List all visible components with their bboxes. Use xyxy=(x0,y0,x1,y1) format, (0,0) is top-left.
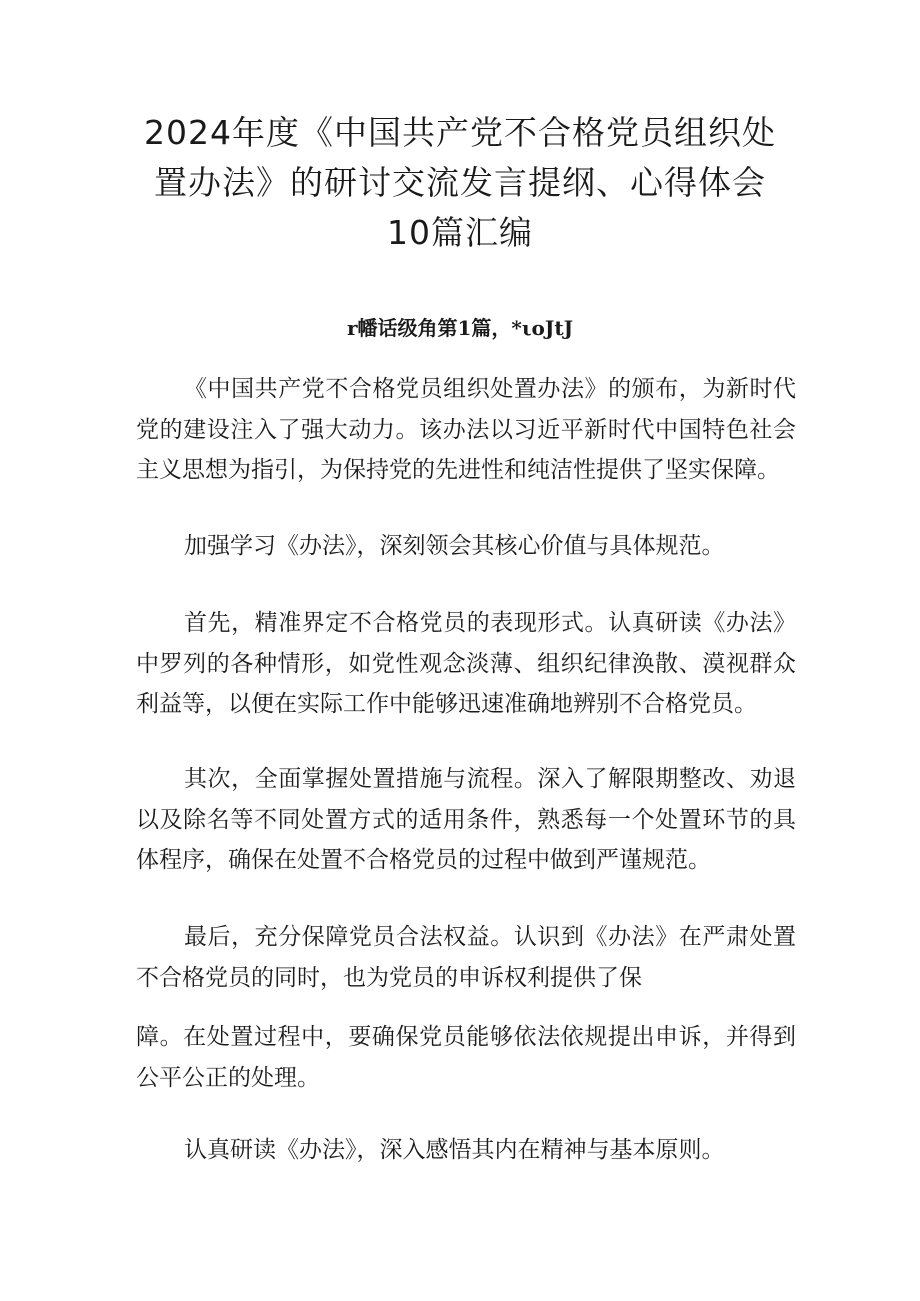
title-line-2: 置办法》的研讨交流发言提纲、心得体会 xyxy=(154,163,766,202)
paragraph-second: 其次，全面掌握处置措施与流程。深入了解限期整改、劝退以及除名等不同处置方式的适用条件，熟悉每一个处置环节的具体程序，确保在处置不合格党员的过程中做到严谨规范。 xyxy=(136,766,796,873)
title-line-1: 2024年度《中国共产党不合格党员组织处 xyxy=(144,113,776,152)
paragraph-study-principles: 认真研读《办法》，深入感悟其内在精神与基本原则。 xyxy=(184,1137,725,1163)
paragraph-last: 最后，充分保障党员合法权益。认识到《办法》在严肃处置不合格党员的同时，也为党员的申诉权利提供了保 xyxy=(136,924,796,991)
paragraph-continuation: 障。在处置过程中，要确保党员能够依法依规提出申诉，并得到公平公正的处理。 xyxy=(136,1024,796,1091)
paragraph-study-heading: 加强学习《办法》，深刻领会其核心价值与具体规范。 xyxy=(184,533,725,559)
section-heading: r幡话级角第1篇，*ιoJtJ xyxy=(346,316,574,340)
paragraph-first: 首先，精准界定不合格党员的表现形式。认真研读《办法》中罗列的各种情形，如党性观念淡薄、组织纪律涣散、漠视群众利益等，以便在实际工作中能够迅速准确地辨别不合格党员。 xyxy=(136,610,796,717)
document-title xyxy=(100,108,820,258)
paragraph-intro: 《中国共产党不合格党员组织处置办法》的颁布，为新时代党的建设注入了强大动力。该办法以习近平新时代中国特色社会主义思想为指引，为保持党的先进性和纯洁性提供了坚实保障。 xyxy=(136,376,796,483)
title-line-3: 10篇汇编 xyxy=(387,213,533,252)
